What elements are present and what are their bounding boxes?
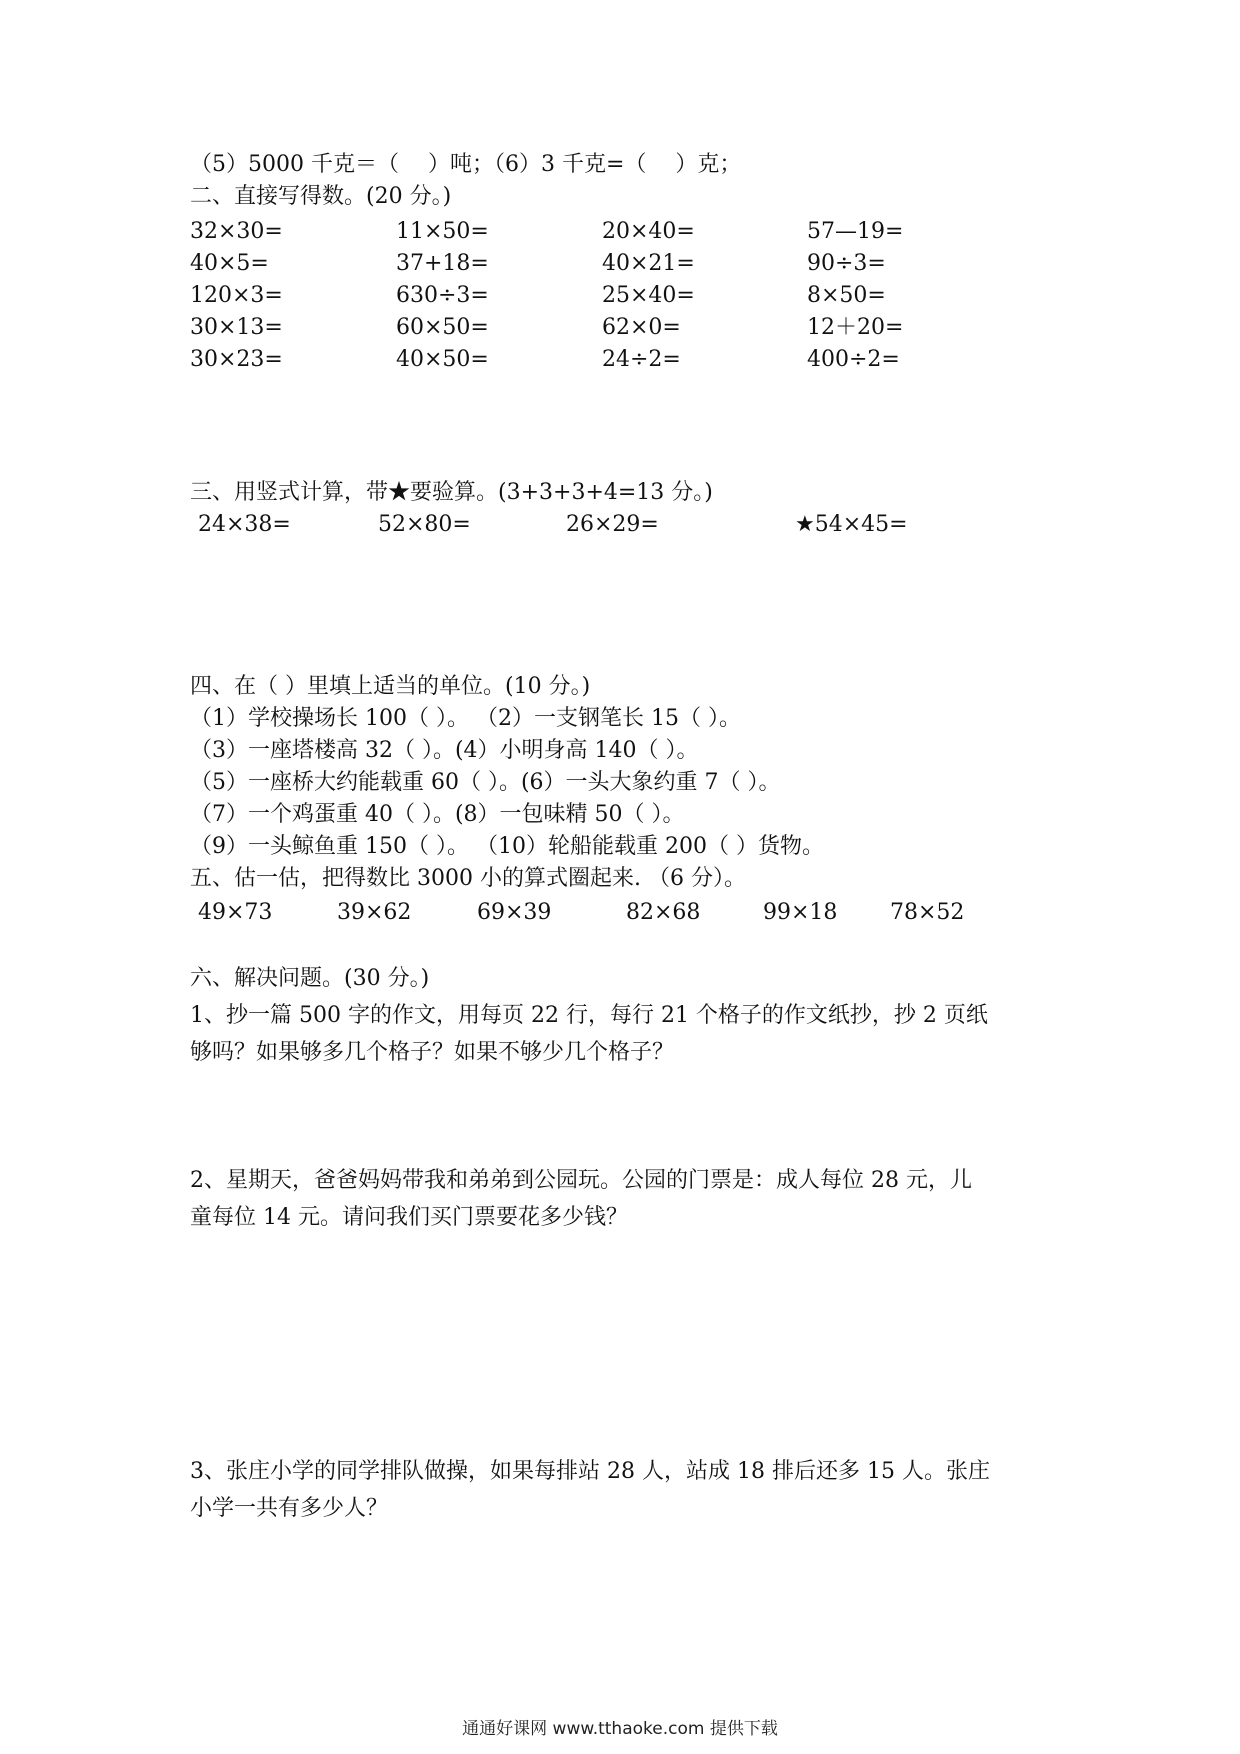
math-item: 400÷2= [807,347,900,372]
problem-1-line: 够吗？如果够多几个格子？如果不够少几个格子？ [190,1040,675,1065]
problem-3-line: 3、张庄小学的同学排队做操，如果每排站 28 人，站成 18 排后还多 15 人。张庄 [190,1459,990,1484]
estimate-item: 99×18 [763,900,838,925]
section-6-heading: 六、解决问题。(30 分。) [190,966,430,991]
problem-3-line: 小学一共有多少人？ [190,1496,389,1521]
math-item: 120×3= [190,283,283,308]
estimate-item: 82×68 [626,900,701,925]
section-5-heading: 五、估一估，把得数比 3000 小的算式圈起来. （6 分）。 [190,866,746,891]
math-item: 11×50= [396,219,489,244]
unit-fill-line: （7）一个鸡蛋重 40（ ）。(8）一包味精 50（ ）。 [190,802,685,827]
calc-item: ★54×45= [795,512,908,537]
problem-2-line: 2、星期天，爸爸妈妈带我和弟弟到公园玩。公园的门票是：成人每位 28 元，儿 [190,1168,972,1193]
unit-fill-line: （3）一座塔楼高 32（ ）。(4）小明身高 140（ ）。 [190,738,699,763]
math-item: 40×21= [602,251,695,276]
section-4-heading: 四、在（ ）里填上适当的单位。(10 分。) [190,674,591,699]
math-item: 25×40= [602,283,695,308]
math-item: 62×0= [602,315,681,340]
section-3-heading: 三、用竖式计算，带★要验算。(3+3+3+4=13 分。) [190,480,713,505]
calc-item: 26×29= [566,512,659,537]
math-item: 57—19= [807,219,904,244]
math-item: 40×50= [396,347,489,372]
math-item: 32×30= [190,219,283,244]
unit-fill-line: （9）一头鲸鱼重 150（ ）。 （10）轮船能载重 200（ ）货物。 [190,834,824,859]
math-item: 60×50= [396,315,489,340]
download-footer: 通通好课网 www.tthaoke.com 提供下载 [462,1719,778,1739]
unit-fill-line: （5）一座桥大约能载重 60（ ）。(6）一头大象约重 7（ ）。 [190,770,781,795]
math-item: 12＋20= [807,315,904,340]
math-item: 90÷3= [807,251,886,276]
estimate-item: 78×52 [890,900,965,925]
unit-fill-line: （1）学校操场长 100（ ）。 （2）一支钢笔长 15（ ）。 [190,706,741,731]
math-item: 30×23= [190,347,283,372]
math-item: 8×50= [807,283,886,308]
problem-1-line: 1、抄一篇 500 字的作文，用每页 22 行，每行 21 个格子的作文纸抄，抄 2 页纸 [190,1003,988,1028]
calc-item: 24×38= [198,512,291,537]
calc-item: 52×80= [378,512,471,537]
estimate-item: 69×39 [477,900,552,925]
math-item: 30×13= [190,315,283,340]
math-item: 20×40= [602,219,695,244]
math-item: 37+18= [396,251,489,276]
problem-2-line: 童每位 14 元。请问我们买门票要花多少钱？ [190,1205,628,1230]
estimate-item: 39×62 [337,900,412,925]
estimate-item: 49×73 [198,900,273,925]
math-item: 40×5= [190,251,269,276]
section-2-heading: 二、直接写得数。(20 分。) [190,184,452,209]
unit-conversion-line: （5）5000 千克＝（ ）吨；（6）3 千克=（ ）克； [190,152,742,177]
math-item: 630÷3= [396,283,489,308]
math-item: 24÷2= [602,347,681,372]
